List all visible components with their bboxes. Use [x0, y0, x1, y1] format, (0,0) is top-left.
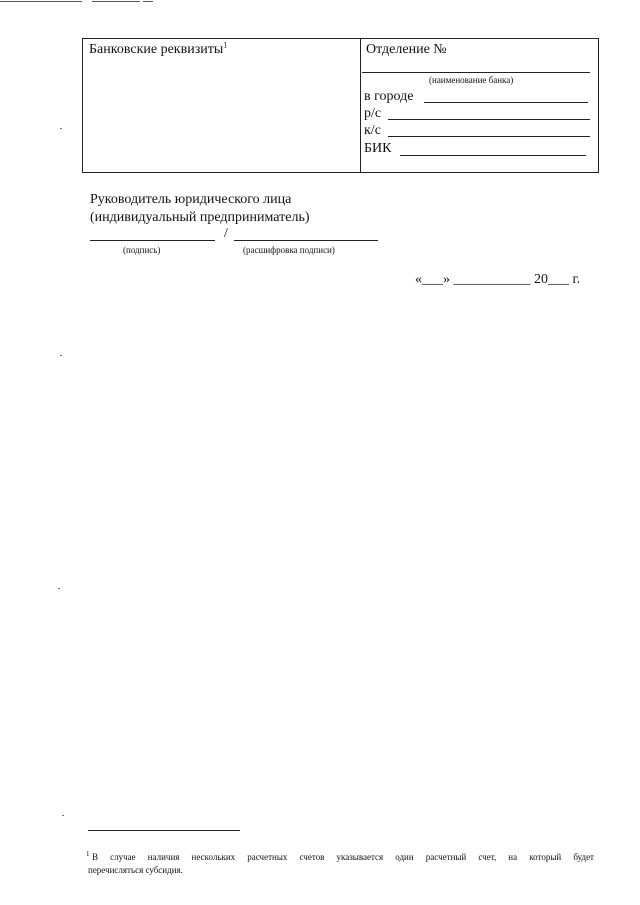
bik-label: БИК: [364, 141, 392, 156]
scan-dot: [60, 128, 62, 129]
date-line[interactable]: «___» ___________ 20___ г.: [415, 272, 581, 287]
city-label: в городе: [364, 89, 414, 104]
bank-name-caption: (наименование банка): [429, 75, 514, 85]
bik-input-line[interactable]: [400, 155, 586, 156]
corr-account-label: к/с: [364, 123, 381, 138]
scan-dot: [58, 588, 60, 589]
scan-dot: [62, 815, 64, 816]
scan-artifact-line: [92, 1, 140, 2]
account-label: р/с: [364, 106, 382, 121]
signature-caption: (подпись): [123, 245, 161, 255]
footnote-reference: 1: [223, 40, 228, 50]
footnote-text-line2: перечисляться субсидия.: [88, 865, 183, 875]
signature-title-line2: (индивидуальный предприниматель): [90, 210, 310, 225]
branch-input-line[interactable]: [362, 72, 590, 73]
footnote-marker: 1: [86, 850, 90, 858]
signature-title-line1: Руководитель юридического лица: [90, 192, 292, 207]
bank-details-table: [82, 38, 599, 173]
signature-decoding-input-line[interactable]: [234, 240, 378, 241]
signature-separator: /: [224, 226, 228, 241]
bank-details-label-text: Банковские реквизиты: [89, 42, 224, 57]
scan-dot: [60, 355, 62, 356]
corr-account-input-line[interactable]: [388, 136, 590, 137]
bank-details-label: [89, 42, 227, 58]
signature-decoding-caption: (расшифровка подписи): [243, 245, 335, 255]
scan-artifact-line: [143, 1, 153, 2]
footnote-text-line1: В случае наличия нескольких расчетных счетов указывается один расчетный счет, на который будет: [92, 852, 594, 862]
footnote-separator: [88, 830, 240, 831]
signature-input-line[interactable]: [90, 240, 215, 241]
city-input-line[interactable]: [424, 102, 588, 103]
table-divider: [360, 38, 361, 172]
account-input-line[interactable]: [388, 119, 590, 120]
branch-label: Отделение №: [366, 42, 447, 57]
scan-artifact-line: [0, 1, 82, 2]
